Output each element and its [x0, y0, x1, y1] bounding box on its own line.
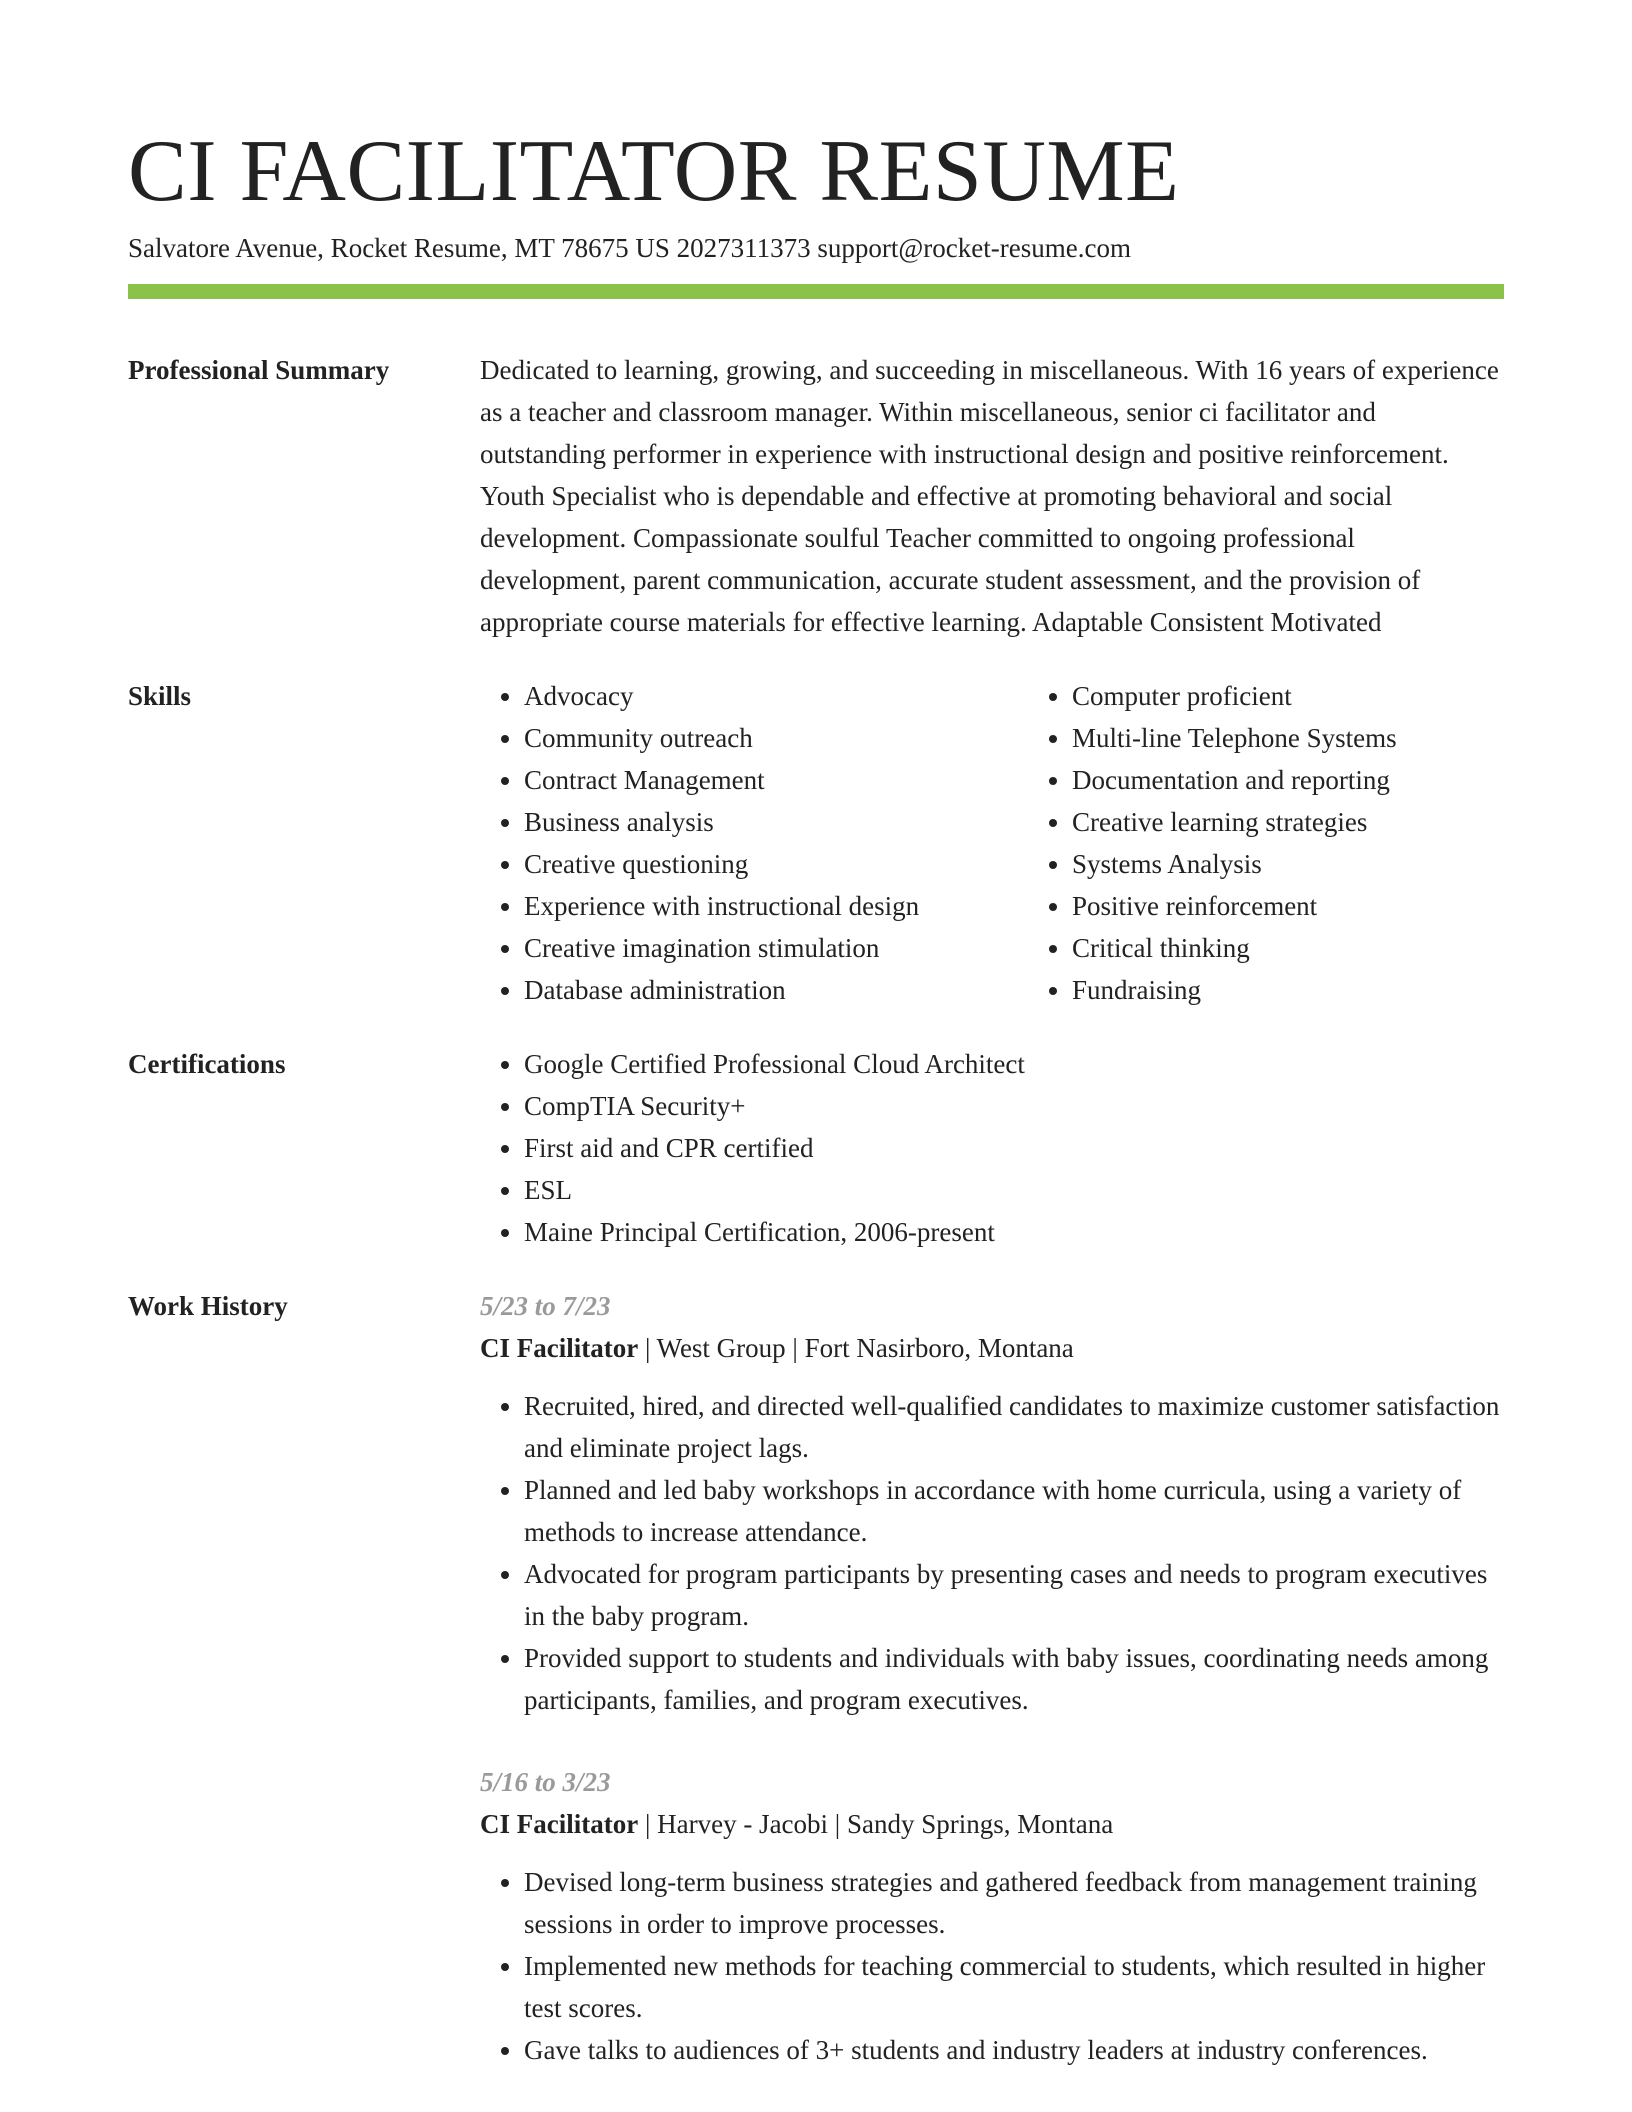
skills-list-column-1 — [480, 675, 1028, 1011]
skills-section — [128, 675, 1504, 1011]
job-entry — [480, 1285, 1504, 1721]
skill-item: • Creative questioning — [524, 843, 1028, 885]
skill-item: • Positive reinforcement — [1072, 885, 1504, 927]
job-bullets — [480, 1861, 1504, 2071]
job-title: CI Facilitator — [480, 1809, 639, 1839]
job-bullet: • Planned and led baby workshops in accordance with home curricula, using a variety of methods to increase attendance. — [524, 1469, 1504, 1553]
job-heading — [480, 1803, 1504, 1845]
skill-item: • Systems Analysis — [1072, 843, 1504, 885]
job-employer-location: | Harvey - Jacobi | Sandy Springs, Montana — [638, 1809, 1114, 1839]
skill-item: • Business analysis — [524, 801, 1028, 843]
skill-item: • Creative learning strategies — [1072, 801, 1504, 843]
job-dates: 5/23 to 7/23 — [480, 1291, 611, 1321]
skill-item: • Critical thinking — [1072, 927, 1504, 969]
summary-text: Dedicated to learning, growing, and succeeding in miscellaneous. With 16 years of experience as a teacher and classroom manager. Within miscellaneous, senior ci facilitator and outstanding performer in experience with instructional design and positive reinforcement. Youth Specialist who is dependable and effective at promoting behavioral and social development. Compassionate soulful Teacher committed to ongoing professional development, parent communication, accurate student assessment, and the provision of appropriate course materials for effective learning. Adaptable Consistent Motivated — [480, 355, 1499, 637]
job-bullet: • Devised long-term business strategies and gathered feedback from management training sessions in order to improve processes. — [524, 1861, 1504, 1945]
skill-item: • Documentation and reporting — [1072, 759, 1504, 801]
summary-section — [128, 349, 1504, 643]
certification-item: • ESL — [524, 1169, 1504, 1211]
certifications-list — [480, 1043, 1504, 1253]
section-label-work-history: Work History — [128, 1291, 288, 1321]
certification-item: • First aid and CPR certified — [524, 1127, 1504, 1169]
skills-list-column-2 — [1028, 675, 1504, 1011]
job-heading — [480, 1327, 1504, 1369]
certification-item: • Google Certified Professional Cloud Architect — [524, 1043, 1504, 1085]
skill-item: • Contract Management — [524, 759, 1028, 801]
skill-item: • Community outreach — [524, 717, 1028, 759]
job-entry — [480, 1761, 1504, 2071]
job-bullet: • Provided support to students and individuals with baby issues, coordinating needs among participants, families, and program executives. — [524, 1637, 1504, 1721]
section-label-certifications: Certifications — [128, 1049, 286, 1079]
skills-columns — [480, 675, 1504, 1011]
contact-line: Salvatore Avenue, Rocket Resume, MT 78675 US 2027311373 support@rocket-resume.com — [128, 233, 1131, 263]
accent-divider — [128, 284, 1504, 299]
job-bullets — [480, 1385, 1504, 1721]
section-label-skills: Skills — [128, 681, 192, 711]
skill-item: • Advocacy — [524, 675, 1028, 717]
job-bullet: • Implemented new methods for teaching commercial to students, which resulted in higher test scores. — [524, 1945, 1504, 2029]
job-bullet: • Gave talks to audiences of 3+ students and industry leaders at industry conferences. — [524, 2029, 1504, 2071]
job-bullet: • Recruited, hired, and directed well-qualified candidates to maximize customer satisfaction and eliminate project lags. — [524, 1385, 1504, 1469]
skill-item: • Database administration — [524, 969, 1028, 1011]
certification-item: • Maine Principal Certification, 2006-present — [524, 1211, 1504, 1253]
job-title: CI Facilitator — [480, 1333, 639, 1363]
job-bullet: • Advocated for program participants by presenting cases and needs to program executives in the baby program. — [524, 1553, 1504, 1637]
work-history-body — [480, 1285, 1504, 2071]
work-history-section — [128, 1285, 1504, 2071]
skill-item: • Fundraising — [1072, 969, 1504, 1011]
certifications-body — [480, 1043, 1504, 1253]
job-dates: 5/16 to 3/23 — [480, 1767, 611, 1797]
resume-title: CI FACILITATOR RESUME — [128, 123, 1180, 220]
certifications-section — [128, 1043, 1504, 1253]
skill-item: • Creative imagination stimulation — [524, 927, 1028, 969]
skill-item: • Experience with instructional design — [524, 885, 1028, 927]
certification-item: • CompTIA Security+ — [524, 1085, 1504, 1127]
job-employer-location: | West Group | Fort Nasirboro, Montana — [638, 1333, 1074, 1363]
skill-item: • Computer proficient — [1072, 675, 1504, 717]
section-label-summary: Professional Summary — [128, 355, 390, 385]
resume-page — [128, 122, 1504, 2071]
skill-item: • Multi-line Telephone Systems — [1072, 717, 1504, 759]
